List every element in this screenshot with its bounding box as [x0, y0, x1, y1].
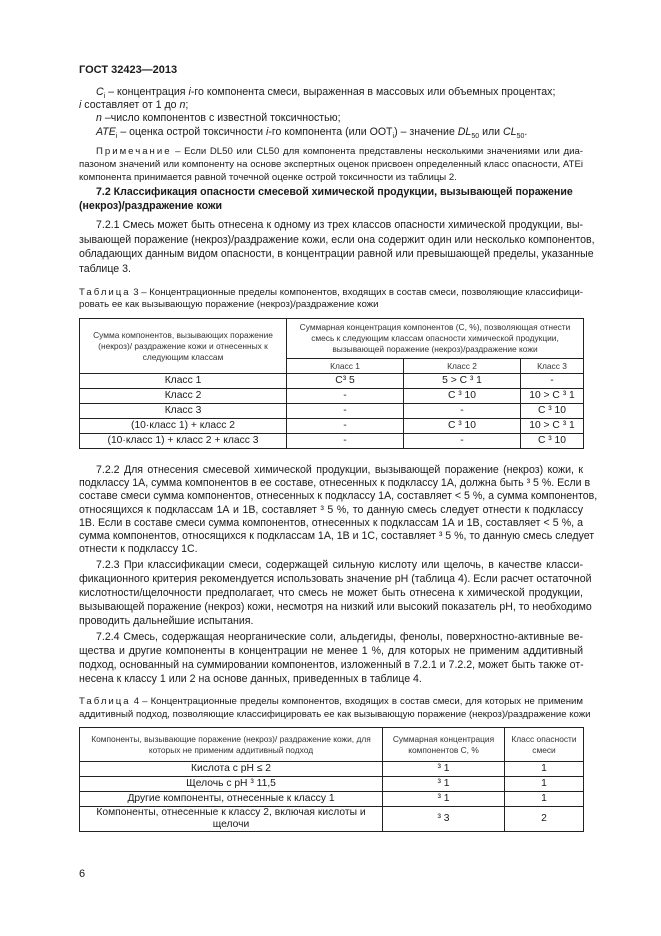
table-row	[80, 762, 584, 777]
table-cell: ³ 1	[383, 777, 505, 792]
note-line: пазоном значений или компоненту на основе экспертных оценок присвоен определенный класс опасности, ATEi	[79, 159, 583, 170]
table4-header: Суммарная концентрация компонентов С, %	[383, 728, 505, 762]
table-cell: 2	[505, 807, 584, 832]
table-cell: -	[287, 389, 404, 404]
table-cell: C³ 5	[287, 374, 404, 389]
table-cell: -	[287, 434, 404, 449]
table-cell: (10·класс 1) + класс 2	[80, 419, 287, 434]
table-row	[80, 374, 584, 389]
table-cell: 1	[505, 762, 584, 777]
paragraph-line: относящихся к подклассам 1А и 1В, составляет ³ 5 %, то данную смесь следует отнести к подклассу	[79, 503, 583, 516]
paragraph-line: кислотности/щелочности предполагает, что смесь не может быть отнесена к химической продукции,	[79, 587, 583, 599]
table3-subheader: Класс 2	[404, 359, 521, 374]
paragraph-line: фикационного критерия рекомендуется использовать значение pH (таблица 4). Если расчет остаточной	[79, 573, 592, 585]
document-code: ГОСТ 32423—2013	[79, 64, 178, 76]
paragraph-line: подход, основанный на суммировании компонентов, изложенный в 7.2.1 и 7.2.2, может быть также от-	[79, 659, 584, 671]
table-cell: Класс 1	[80, 374, 287, 389]
table3-caption: ровать ее как вызывающую поражение (некроз)/раздражение кожи	[79, 299, 379, 310]
table-cell: Компоненты, отнесенные к классу 2, включая кислоты и щелочи	[80, 807, 383, 832]
table-cell: C ³ 10	[404, 389, 521, 404]
table3-subheader: Класс 1	[287, 359, 404, 374]
table-row	[80, 389, 584, 404]
paragraph-line: зывающей поражение (некроз)/раздражение кожи, если она содержит один или несколько компонентов,	[79, 233, 595, 246]
table-row	[80, 419, 584, 434]
table-cell: 1	[505, 792, 584, 807]
paragraph-line: 1В. Если в составе смеси сумма компонентов, отнесенных к подклассам 1А и 1В, составляет < 5 %, а	[79, 516, 583, 529]
paragraph-line: вызывающей поражение (некроз) кожи, несмотря на низкий или высокий показатель pH, то необходимо	[79, 601, 592, 613]
paragraph-line: 7.2.3 При классификации смеси, содержащей сильную кислоту или щелочь, в качестве класси-	[96, 559, 583, 571]
table-cell: ³ 1	[383, 762, 505, 777]
paragraph-line: обладающих данным видом опасности, в концентрации равной или превышающей пределы, указанные	[79, 248, 594, 261]
table-cell: 1	[505, 777, 584, 792]
table-row	[80, 792, 584, 807]
page-number: 6	[79, 868, 86, 880]
paragraph-line: 7.2.2 Для отнесения смесевой химической продукции, вызывающей поражение (некроз) кожи, к	[96, 464, 583, 476]
table-cell: Класс 2	[80, 389, 287, 404]
paragraph-line: щества и другие компоненты в концентрации не менее 1 %, для которых не применим аддитивный	[79, 645, 583, 657]
table-cell: 10 > C ³ 1	[521, 419, 584, 434]
paragraph-line: подклассу 1А, сумма компонентов в ее составе, отнесенных к подклассу 1А, должна быть ³ 5 %. Если в	[79, 477, 591, 490]
paragraph-line: отнести к подклассу 1С.	[79, 543, 198, 556]
paragraph-line: сумма компонентов, относящихся к подклассам 1А, 1В и 1С, составляет ³ 5 %, то данную смесь следует	[79, 530, 595, 542]
note-line: компонента принимается равной точечной оценке острой токсичности из таблицы 2.	[79, 172, 457, 183]
table-cell: 10 > C ³ 1	[521, 389, 584, 404]
table-4	[79, 727, 584, 832]
table3-caption: Таблица 3 – Концентрационные пределы компонентов, входящих в состав смеси, позволяющие классифици-	[79, 287, 583, 298]
paragraph-line: составе смеси сумма компонентов, отнесенных к подклассу 1А, составляет < 5 %, а сумма компонентов,	[79, 490, 598, 503]
table-row	[80, 434, 584, 449]
definition-ate: $ATE_i$ – оценка острой токсичности i-го компонента (или $ООТ_i$) – значение $DL_{50}$ или $CL_{50}$.	[96, 126, 528, 141]
table-cell: Кислота с pH ≤ 2	[80, 762, 383, 777]
table-cell: C ³ 10	[521, 404, 584, 419]
paragraph-line: таблице 3.	[79, 262, 131, 275]
table3-col1-header: Сумма компонентов, вызывающих поражение (некроз)/ раздражение кожи и отнесенных к следующим классам	[80, 319, 287, 374]
table-cell: C ³ 10	[521, 434, 584, 449]
table-row	[80, 807, 584, 832]
section-heading: 7.2 Классификация опасности смесевой химической продукции, вызывающей поражение	[96, 186, 573, 198]
table-row	[80, 777, 584, 792]
table-cell: ³ 3	[383, 807, 505, 832]
table-row	[80, 404, 584, 419]
paragraph-line: 7.2.1 Смесь может быть отнесена к одному из трех классов опасности химической продукции, вы-	[96, 219, 583, 231]
table4-caption: Таблица 4 – Концентрационные пределы компонентов, входящих в состав смеси, для которых не применим	[79, 696, 583, 707]
definition-ci: $C_i$ – концентрация i-го компонента смеси, выраженная в массовых или объемных процентах;	[96, 86, 556, 101]
table-cell: Другие компоненты, отнесенные к классу 1	[80, 792, 383, 807]
paragraph-line: 7.2.4 Смесь, содержащая неорганические соли, альдегиды, фенолы, поверхностно-активные ве-	[96, 631, 583, 643]
table-cell: 5 > C ³ 1	[404, 374, 521, 389]
definition-i-range: i составляет от 1 до n;	[79, 99, 189, 111]
definition-n: n –число компонентов с известной токсичностью;	[96, 112, 341, 124]
section-heading: (некроз)/раздражение кожи	[79, 200, 223, 212]
paragraph-line: несена к классу 1 или 2 на основе данных, приведенных в таблице 4.	[79, 673, 422, 685]
table-cell: ³ 1	[383, 792, 505, 807]
table-cell: -	[521, 374, 584, 389]
table-3	[79, 318, 584, 449]
paragraph-line: проводить дальнейшие испытания.	[79, 615, 254, 627]
table-cell: -	[404, 404, 521, 419]
table3-subheader: Класс 3	[521, 359, 584, 374]
table-cell: -	[287, 419, 404, 434]
table3-group-header: Суммарная концентрация компонентов (С, %), позволяющая отнести смесь к следующим классам опасности химической продукции, вызывающей поражение (некроз)/раздражение кожи	[287, 319, 584, 359]
table-cell: (10·класс 1) + класс 2 + класс 3	[80, 434, 287, 449]
table-cell: Класс 3	[80, 404, 287, 419]
table4-header: Класс опасности смеси	[505, 728, 584, 762]
note-line: Примечание – Если DL50 или CL50 для компонента представлены несколькими значениями или диа-	[96, 146, 583, 157]
table-cell: -	[404, 434, 521, 449]
table4-header: Компоненты, вызывающие поражение (некроз)/ раздражение кожи, для которых не применим аддитивный подход	[80, 728, 383, 762]
table-cell: C ³ 10	[404, 419, 521, 434]
table-cell: Щелочь с pH ³ 11,5	[80, 777, 383, 792]
table4-caption: аддитивный подход, позволяющие классифицировать ее как вызывающую поражение (некроз)/раздражение кожи	[79, 709, 591, 720]
table-cell: -	[287, 404, 404, 419]
